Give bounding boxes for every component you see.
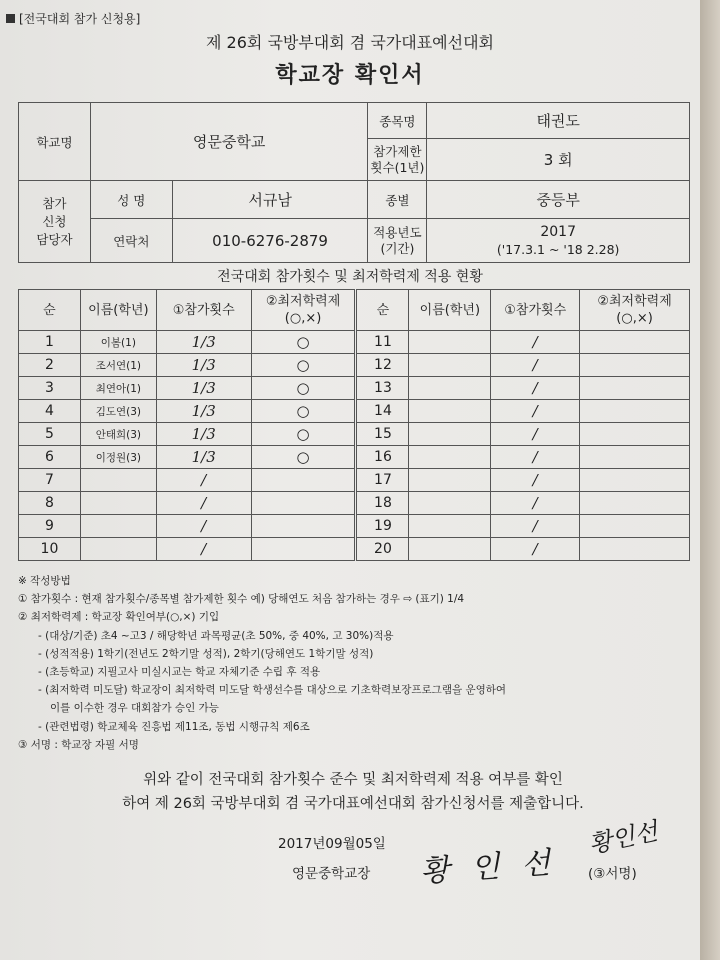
- row-count: /: [491, 515, 580, 538]
- row-name: 최연아(1): [80, 377, 156, 400]
- row-mark: ○: [251, 331, 356, 354]
- row-number: 19: [356, 515, 409, 538]
- table-row: [19, 331, 690, 354]
- note-line: - (관련법령) 학교체육 진흥법 제11조, 동법 시행규칙 제6조: [38, 720, 310, 733]
- limit-value: 3 회: [427, 139, 690, 181]
- row-count: /: [491, 377, 580, 400]
- row-mark: ○: [251, 423, 356, 446]
- row-name: [409, 377, 491, 400]
- table-row: [19, 492, 690, 515]
- school-value: 영문중학교: [90, 103, 368, 181]
- row-number: 6: [19, 446, 81, 469]
- row-count: /: [491, 469, 580, 492]
- col-header: 이름(학년): [409, 290, 491, 331]
- limit-label: 참가제한 횟수(1년): [368, 139, 427, 181]
- row-number: 20: [356, 538, 409, 561]
- row-number: 4: [19, 400, 81, 423]
- document-subtitle: 제 26회 국방부대회 겸 국가대표예선대회: [206, 33, 494, 52]
- checkbox-square-icon: [6, 14, 15, 23]
- note-line: - (성적적용) 1학기(전년도 2학기말 성적), 2학기(당해연도 1학기말 성적): [38, 647, 374, 660]
- school-head: 영문중학교장: [292, 866, 371, 882]
- row-number: 18: [356, 492, 409, 515]
- table-header-row: [19, 290, 690, 331]
- row-name: [409, 354, 491, 377]
- row-count: 1/3: [156, 331, 251, 354]
- row-name: 조서연(1): [80, 354, 156, 377]
- row-number: 9: [19, 515, 81, 538]
- note-line: - (대상/기준) 초4 ~고3 / 해당학년 과목평균(초 50%, 중 40%, 고 30%)적용: [38, 629, 394, 642]
- handwritten-signature-2: 황인선: [586, 817, 661, 859]
- row-count: 1/3: [156, 400, 251, 423]
- declaration: [18, 768, 688, 816]
- row-number: 10: [19, 538, 81, 561]
- col-header: 순: [19, 290, 81, 331]
- section-title: 전국대회 참가횟수 및 최저학력제 적용 현황: [217, 269, 483, 285]
- name-value: 서규남: [172, 181, 368, 219]
- division-label: 종별: [368, 181, 427, 219]
- row-count: /: [156, 538, 251, 561]
- row-number: 1: [19, 331, 81, 354]
- note-line: - (초등학교) 지필고사 미실시교는 학교 자체기준 수립 후 적용: [38, 666, 321, 679]
- col-header: ②최저학력제 (○,×): [251, 290, 356, 331]
- table-row: [19, 446, 690, 469]
- row-name: 이정원(3): [80, 446, 156, 469]
- row-mark: [580, 400, 690, 423]
- row-name: [409, 469, 491, 492]
- row-name: [409, 538, 491, 561]
- row-mark: [580, 331, 690, 354]
- event-value: 태권도: [427, 103, 690, 139]
- row-mark: [580, 515, 690, 538]
- row-number: 17: [356, 469, 409, 492]
- instructions: [18, 572, 688, 754]
- table-row: [19, 538, 690, 561]
- row-name: [80, 515, 156, 538]
- row-mark: ○: [251, 354, 356, 377]
- year-label: 적용년도 (기간): [368, 219, 427, 263]
- table-row: [19, 377, 690, 400]
- row-number: 5: [19, 423, 81, 446]
- row-mark: [251, 515, 356, 538]
- note-line: ※ 작성방법: [18, 575, 71, 587]
- table-row: [19, 515, 690, 538]
- document-title: 학교장 확인서: [275, 63, 425, 88]
- row-name: [409, 400, 491, 423]
- info-table: [18, 102, 690, 263]
- row-mark: ○: [251, 446, 356, 469]
- row-number: 11: [356, 331, 409, 354]
- table-row: [19, 423, 690, 446]
- row-count: /: [491, 400, 580, 423]
- phone-value: 010-6276-2879: [172, 219, 368, 263]
- row-count: /: [491, 492, 580, 515]
- row-count: /: [491, 354, 580, 377]
- contact-label: 참가 신청 담당자: [19, 181, 91, 263]
- row-count: /: [491, 446, 580, 469]
- row-name: 김도연(3): [80, 400, 156, 423]
- row-mark: ○: [251, 400, 356, 423]
- handwritten-signature: 황 인 선: [419, 845, 558, 890]
- row-mark: [251, 469, 356, 492]
- phone-label: 연락처: [90, 219, 172, 263]
- table-row: [19, 400, 690, 423]
- year-cell: [427, 219, 690, 263]
- row-count: /: [491, 423, 580, 446]
- row-mark: [251, 492, 356, 515]
- row-mark: [580, 446, 690, 469]
- declaration-line: 위와 같이 전국대회 참가횟수 준수 및 최저학력제 적용 여부를 확인: [143, 772, 563, 788]
- event-label: 종목명: [368, 103, 427, 139]
- row-name: [80, 469, 156, 492]
- col-header: ①참가횟수: [156, 290, 251, 331]
- col-header: ②최저학력제 (○,×): [580, 290, 690, 331]
- row-mark: [580, 423, 690, 446]
- col-header: 이름(학년): [80, 290, 156, 331]
- table-row: [19, 354, 690, 377]
- note-line: ② 최저학력제 : 학교장 확인여부(○,×) 기입: [18, 611, 220, 624]
- row-number: 2: [19, 354, 81, 377]
- col-header: ①참가횟수: [491, 290, 580, 331]
- page-edge: [700, 0, 720, 960]
- declaration-line: 하여 제 26회 국방부대회 겸 국가대표예선대회 참가신청서를 제출합니다.: [122, 796, 584, 812]
- row-number: 8: [19, 492, 81, 515]
- row-number: 14: [356, 400, 409, 423]
- row-mark: [580, 354, 690, 377]
- row-name: [80, 492, 156, 515]
- submission-date: 2017년09월05일: [278, 836, 386, 852]
- row-number: 12: [356, 354, 409, 377]
- period-value: ('17.3.1 ~ '18 2.28): [496, 241, 620, 257]
- row-mark: [580, 538, 690, 561]
- note-line: ③ 서명 : 학교장 자필 서명: [18, 738, 139, 751]
- sign-mark: (③서명): [588, 866, 637, 882]
- row-number: 7: [19, 469, 81, 492]
- row-name: 안태희(3): [80, 423, 156, 446]
- row-number: 15: [356, 423, 409, 446]
- row-count: 1/3: [156, 446, 251, 469]
- row-mark: [251, 538, 356, 561]
- row-name: [409, 423, 491, 446]
- row-count: /: [156, 515, 251, 538]
- row-mark: [580, 492, 690, 515]
- participation-table: [18, 289, 690, 561]
- row-number: 3: [19, 377, 81, 400]
- row-name: 이봄(1): [80, 331, 156, 354]
- name-label: 성 명: [90, 181, 172, 219]
- note-line: - (최저학력 미도달) 학교장이 최저학력 미도달 학생선수를 대상으로 기초학력보장프로그램을 운영하여: [38, 684, 507, 697]
- table-row: [19, 469, 690, 492]
- row-count: /: [156, 492, 251, 515]
- row-name: [409, 331, 491, 354]
- row-name: [409, 515, 491, 538]
- division-value: 중등부: [427, 181, 690, 219]
- year-value: 2017: [540, 223, 576, 240]
- row-mark: [580, 469, 690, 492]
- row-count: 1/3: [156, 423, 251, 446]
- form-tag-text: [전국대회 참가 신청용]: [19, 12, 141, 26]
- row-mark: ○: [251, 377, 356, 400]
- note-line: 이를 이수한 경우 대회참가 승인 가능: [50, 702, 219, 715]
- row-count: 1/3: [156, 377, 251, 400]
- col-header: 순: [356, 290, 409, 331]
- row-name: [409, 446, 491, 469]
- note-line: ① 참가횟수 : 현재 참가횟수/종목별 참가제한 횟수 예) 당해연도 처음 참가하는 경우 ⇨ (표기) 1/4: [18, 593, 465, 606]
- row-number: 13: [356, 377, 409, 400]
- row-name: [80, 538, 156, 561]
- form-tag: [6, 10, 140, 27]
- row-count: 1/3: [156, 354, 251, 377]
- row-mark: [580, 377, 690, 400]
- row-number: 16: [356, 446, 409, 469]
- row-count: /: [491, 538, 580, 561]
- row-count: /: [156, 469, 251, 492]
- school-label: 학교명: [19, 103, 91, 181]
- row-name: [409, 492, 491, 515]
- row-count: /: [491, 331, 580, 354]
